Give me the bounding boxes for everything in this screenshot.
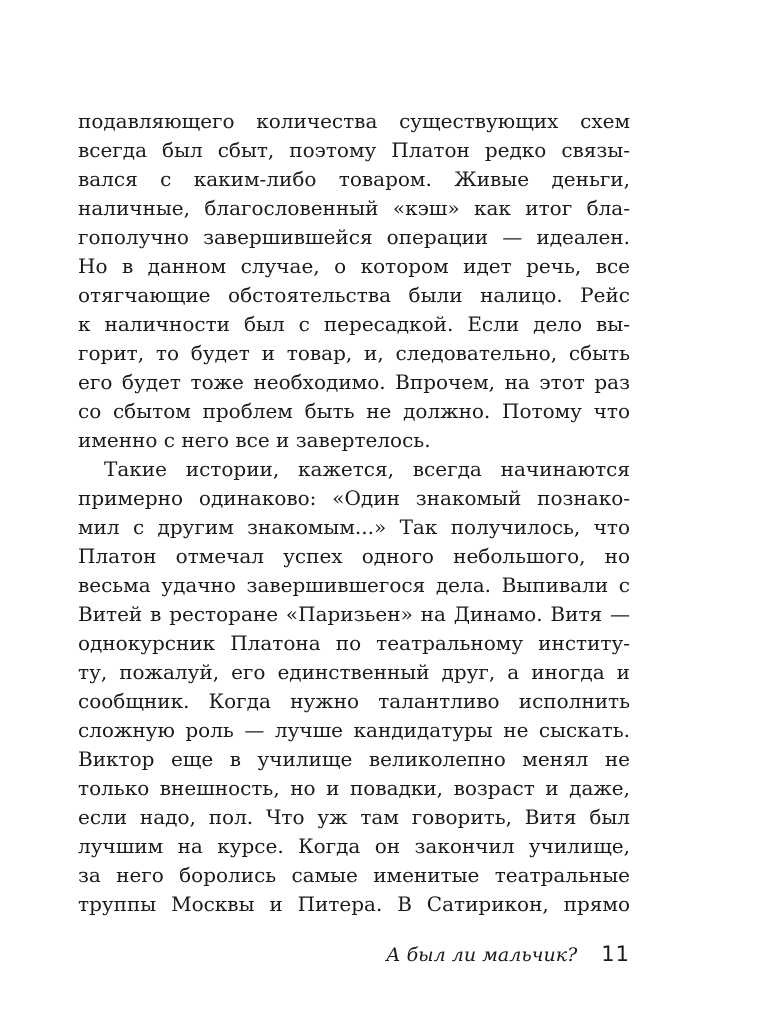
text-line: за него боролись самые именитые театральные [78, 863, 630, 887]
text-line: его будет тоже необходимо. Впрочем, на этот раз [78, 370, 630, 394]
text-line: подавляющего количества существующих схем [78, 109, 630, 133]
text-line: сообщник. Когда нужно талантливо исполнить [78, 689, 630, 713]
text-line: сложную роль — лучше кандидатуры не сыскать. [78, 718, 630, 742]
text-line: вался с каким-либо товаром. Живые деньги, [78, 167, 630, 191]
text-line: именно с него все и завертелось. [78, 428, 431, 452]
text-line: мил с другим знакомым...» Так получилось, что [78, 515, 630, 539]
text-line: если надо, пол. Что уж там говорить, Витя был [78, 805, 630, 829]
text-line: гополучно завершившейся операции — идеален. [78, 225, 630, 249]
text-line: к наличности был с пересадкой. Если дело вы- [78, 312, 630, 336]
text-line: ту, пожалуй, его единственный друг, а иногда и [78, 660, 630, 684]
text-line: всегда был сбыт, поэтому Платон редко связы- [78, 138, 630, 162]
body-text [78, 107, 630, 919]
text-line: примерно одинаково: «Один знакомый познако- [78, 486, 630, 510]
running-title: А был ли мальчик? [386, 944, 578, 966]
text-line: отягчающие обстоятельства были налицо. Рейс [78, 283, 630, 307]
text-line: только внешность, но и повадки, возраст и даже, [78, 776, 630, 800]
text-line: горит, то будет и товар, и, следовательно, сбыть [78, 341, 630, 365]
text-line: труппы Москвы и Питера. В Сатирикон, прямо [78, 892, 630, 916]
text-line: однокурсник Платона по театральному институ- [78, 631, 630, 655]
text-line: Витей в ресторане «Паризьен» на Динамо. Витя — [78, 602, 630, 626]
text-line: Платон отмечал успех одного небольшого, но [78, 544, 630, 568]
paragraph-first-line: Такие истории, кажется, всегда начинаются [104, 457, 630, 481]
text-line: Виктор еще в училище великолепно менял не [78, 747, 630, 771]
text-line: со сбытом проблем быть не должно. Потому что [78, 399, 630, 423]
text-line: весьма удачно завершившегося дела. Выпивали с [78, 573, 630, 597]
page-number: 11 [601, 942, 630, 966]
text-line: наличные, благословенный «кэш» как итог бла- [78, 196, 630, 220]
text-line: лучшим на курсе. Когда он закончил училище, [78, 834, 630, 858]
text-line: Но в данном случае, о котором идет речь, все [78, 254, 630, 278]
page-footer [78, 942, 630, 970]
